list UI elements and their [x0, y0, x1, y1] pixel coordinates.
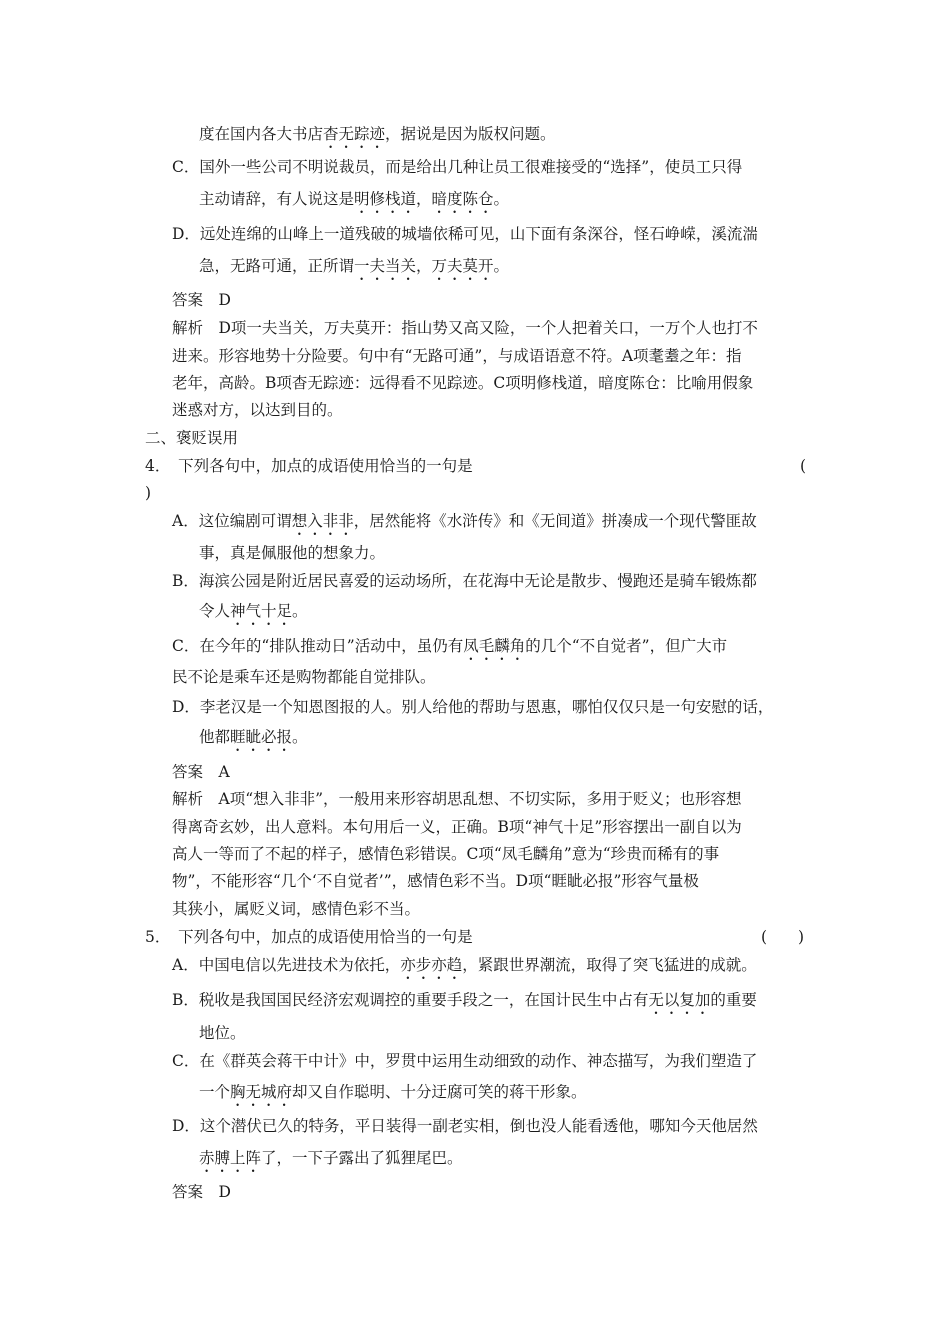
text-line: [199, 256, 509, 284]
text-line: [199, 727, 308, 755]
text-line: [172, 667, 436, 687]
question-line: [145, 927, 473, 947]
dotted-idiom: 胸无城府: [230, 1083, 293, 1101]
text: C．国外一些公司不明说裁员，而是给出几种让员工很难接受的“选择”，使员工只得: [172, 158, 743, 176]
dotted-idiom: 一夫当关，万夫莫开: [354, 257, 494, 275]
text-line: [199, 543, 385, 563]
text: 令人: [199, 602, 231, 620]
dotted-idiom: 想入非非: [291, 512, 354, 530]
answer-line: [172, 290, 231, 310]
answer-line: [172, 762, 230, 782]
text: 解析 D项一夫当关，万夫莫开：指山势又高又险，一个人把着关口，一万个人也打不: [172, 319, 758, 337]
text: 老年，高龄。B项杳无踪迹：远得看不见踪迹。C项明修栈道，暗度陈仓：比喻用假象: [172, 374, 754, 392]
text: 答案 A: [172, 763, 230, 781]
text: 答案 D: [172, 1183, 231, 1201]
text-line: [172, 157, 742, 177]
dotted-idiom: 睚眦必报: [230, 728, 293, 746]
dotted-idiom: 神气十足: [230, 602, 293, 620]
dotted-idiom: 明修栈道，暗度陈仓: [354, 190, 494, 208]
text: C．在今年的“排队推动日”活动中，虽仍有: [172, 637, 464, 655]
text: 的重要: [710, 991, 757, 1009]
text: ( ): [761, 928, 805, 946]
dotted-idiom: 杳无踪迹: [323, 125, 386, 143]
text-line: [172, 224, 758, 244]
text-line: [172, 990, 757, 1018]
text: 迷惑对方，以达到目的。: [172, 401, 343, 419]
text: 高人一等而了不起的样子，感情色彩错误。C项“凤毛麟角”意为“珍贵而稀有的事: [172, 845, 720, 863]
text: ，据说是因为版权问题。: [385, 125, 556, 143]
text-line: [199, 601, 308, 629]
text-line: [199, 1082, 587, 1110]
answer-bracket-open: [800, 456, 806, 476]
analysis-line: [172, 899, 420, 919]
text-line: [172, 1051, 757, 1071]
dotted-idiom: 无以复加: [648, 991, 711, 1009]
text: 。: [493, 190, 510, 208]
text-line: [172, 1116, 758, 1136]
text-line: [172, 955, 757, 983]
text: D．远处连绵的山峰上一道残破的城墙依稀可见，山下面有条深谷，怪石峥嵘，溪流湍: [172, 225, 758, 243]
text-line: [172, 636, 727, 664]
text: 却又自作聪明、十分迂腐可笑的蒋干形象。: [292, 1083, 587, 1101]
dotted-idiom: 亦步亦趋: [400, 956, 463, 974]
text: B．税收是我国国民经济宏观调控的重要手段之一，在国计民生中占有: [172, 991, 649, 1009]
text: 物”，不能形容“几个‘不自觉者’”，感情色彩不当。D项“睚眦必报”形容气量极: [172, 872, 699, 890]
text: 地位。: [199, 1024, 246, 1042]
text: D．这个潜伏已久的特务，平日装得一副老实相，倒也没人能看透他，哪知今天他居然: [172, 1117, 758, 1135]
text-line: [199, 1023, 246, 1043]
text: B．海滨公园是附近居民喜爱的运动场所，在花海中无论是散步、慢跑还是骑车锻炼都: [172, 572, 757, 590]
text-line: [172, 511, 757, 539]
text: 解析 A项“想入非非”，一般用来形容胡思乱想、不切实际，多用于贬义；也形容想: [172, 790, 742, 808]
analysis-line: [172, 346, 742, 366]
text: 一个: [199, 1083, 231, 1101]
text: A．这位编剧可谓: [172, 512, 292, 530]
analysis-line: [172, 400, 343, 420]
answer-bracket: [761, 927, 804, 947]
text: 的几个“不自觉者”，但广大市: [525, 637, 728, 655]
text-line: [172, 571, 757, 591]
text: ，紧跟世界潮流，取得了突飞猛进的成就。: [462, 956, 757, 974]
text: 得离奇玄妙，出人意料。本句用后一义，正确。B项“神气十足”形容摆出一副自以为: [172, 818, 742, 836]
text: A．中国电信以先进技术为依托，: [172, 956, 401, 974]
text: 度在国内各大书店: [199, 125, 324, 143]
text-line: [199, 124, 556, 152]
text: 他都: [199, 728, 231, 746]
text: C．在《群英会蒋干中计》中，罗贯中运用生动细致的动作、神态描写，为我们塑造了: [172, 1052, 758, 1070]
text: 了，一下子露出了狐狸尾巴。: [261, 1149, 463, 1167]
text: 。: [493, 257, 510, 275]
text: 事，真是佩服他的想象力。: [199, 544, 386, 562]
answer-bracket-close: [145, 483, 151, 503]
text: 其狭小，属贬义词，感情色彩不当。: [172, 900, 421, 918]
answer-line: [172, 1182, 231, 1202]
text: 民不论是乘车还是购物都能自觉排队。: [172, 668, 436, 686]
analysis-line: [172, 844, 719, 864]
text: 。: [292, 602, 308, 620]
text-line: [172, 697, 773, 717]
text: ): [145, 484, 152, 502]
text: 5． 下列各句中，加点的成语使用恰当的一句是: [145, 928, 473, 946]
text: (: [800, 457, 807, 475]
text: 4． 下列各句中，加点的成语使用恰当的一句是: [145, 457, 473, 475]
text: 主动请辞，有人说这是: [199, 190, 355, 208]
text: ，居然能将《水浒传》和《无间道》拼凑成一个现代警匪故: [353, 512, 757, 530]
text-line: [199, 1148, 463, 1176]
text-line: [199, 189, 509, 217]
analysis-line: [172, 871, 699, 891]
dotted-idiom: 凤毛麟角: [463, 637, 526, 655]
analysis-line: [172, 373, 753, 393]
text: 进来。形容地势十分险要。句中有“无路可通”，与成语语意不符。A项耄耋之年：指: [172, 347, 742, 365]
text: 急，无路可通，正所谓: [199, 257, 355, 275]
analysis-line: [172, 789, 742, 809]
text: 二、褒贬误用: [145, 429, 239, 447]
text: 答案 D: [172, 291, 231, 309]
section-heading: [145, 428, 238, 448]
question-line: [145, 456, 473, 476]
analysis-line: [172, 817, 742, 837]
dotted-idiom: 赤膊上阵: [199, 1149, 262, 1167]
text: 。: [292, 728, 308, 746]
analysis-line: [172, 318, 758, 338]
text: D．李老汉是一个知恩图报的人。别人给他的帮助与恩惠，哪怕仅仅只是一句安慰的话，: [172, 698, 774, 716]
